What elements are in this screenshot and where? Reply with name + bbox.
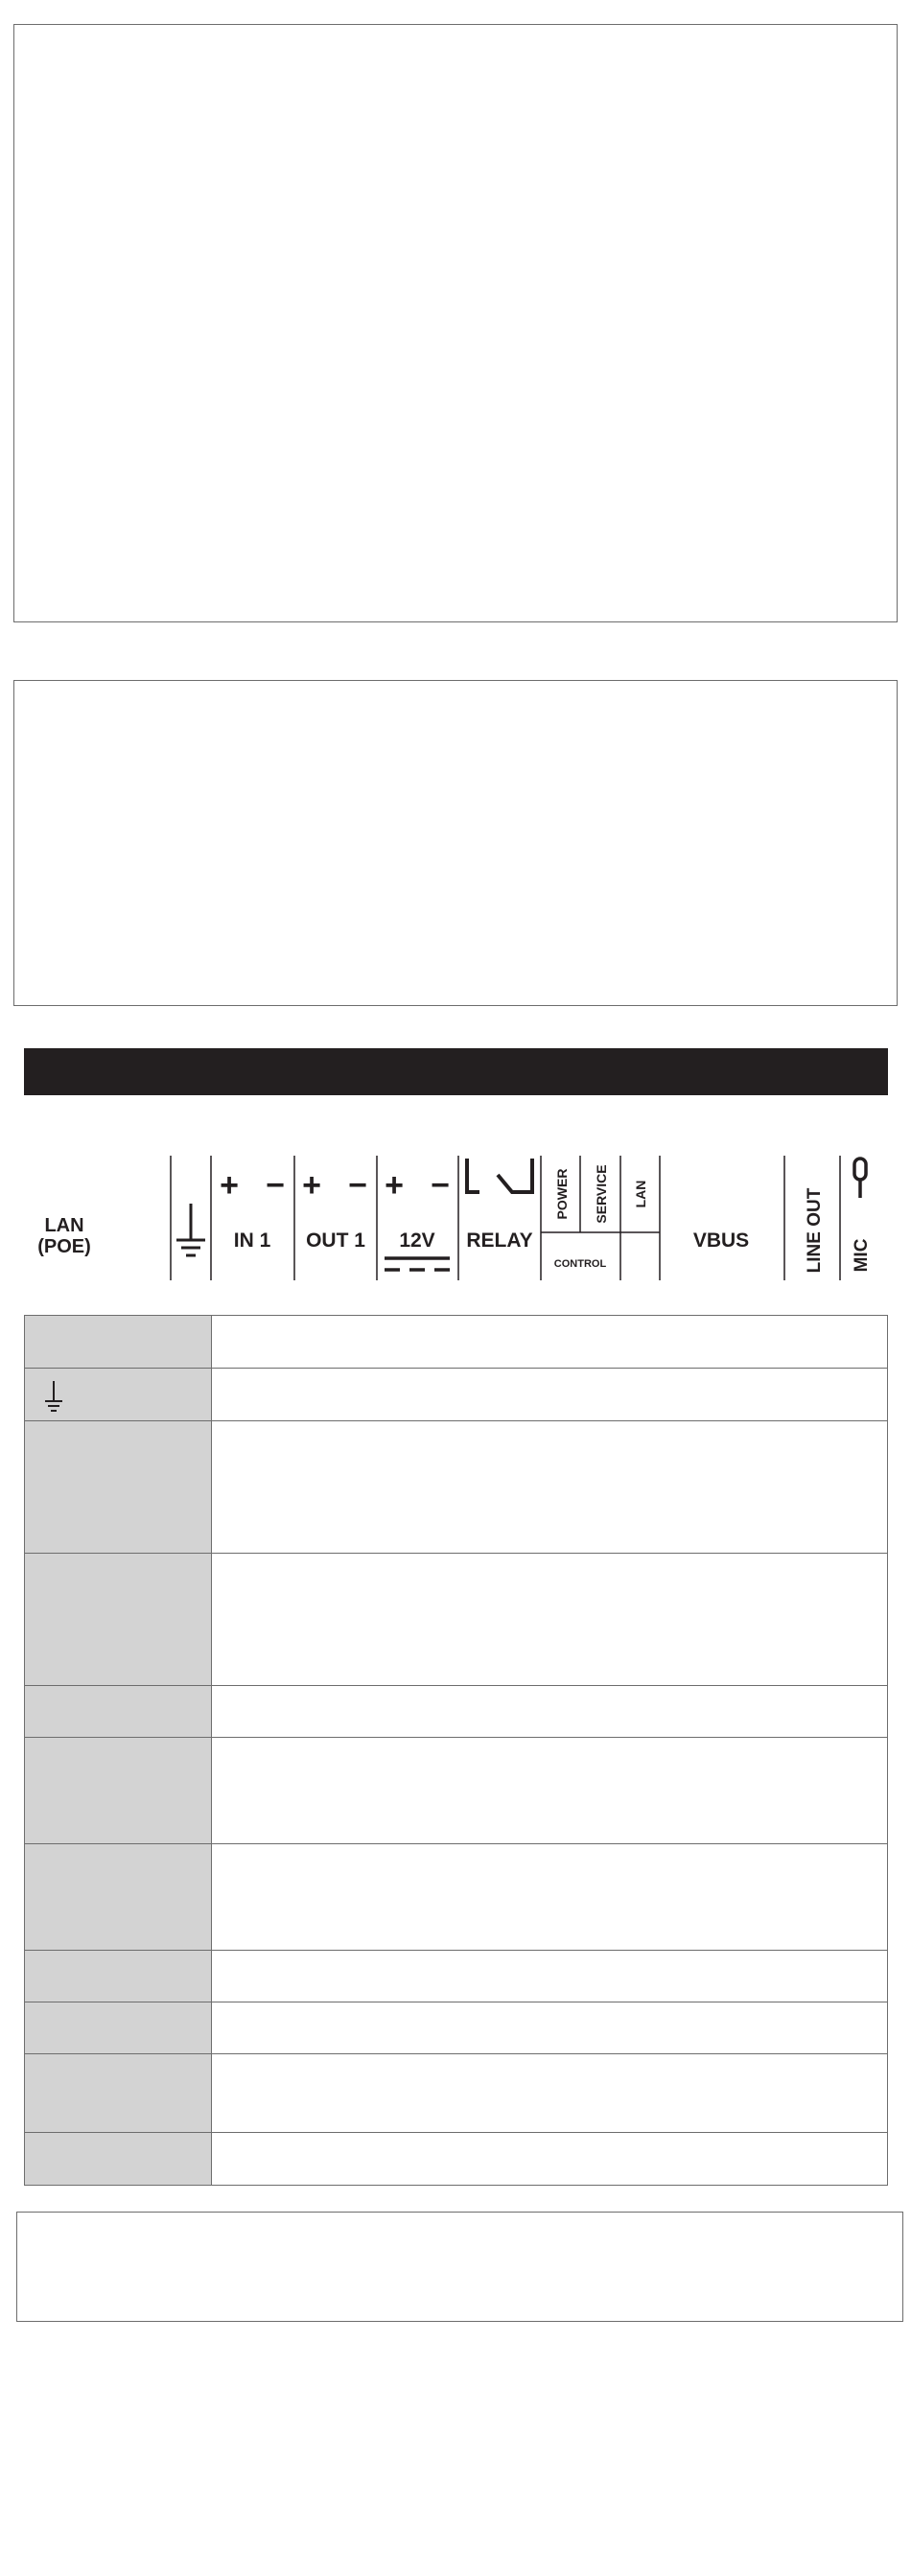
spec-table-body [25,1316,888,2186]
spec-key-cell [25,2054,212,2133]
in1-minus-sign: − [266,1167,285,1204]
in1-plus-sign: + [220,1167,239,1204]
blank-frame-top [13,24,898,622]
spec-key-cell [25,1951,212,2002]
section-header-bar [24,1048,888,1095]
spec-key-cell [25,1738,212,1844]
spec-row [25,2054,888,2133]
spec-row [25,1951,888,2002]
ground-symbol-icon [176,1204,205,1255]
mic-label: MIC [852,1238,872,1273]
spec-key-cell [25,1421,212,1554]
spec-key-cell [25,1554,212,1686]
connector-panel-svg [24,1156,888,1290]
ground-icon [25,1369,63,1420]
power-led-label: POWER [554,1168,570,1220]
connector-panel-diagram [24,1156,888,1290]
dc-symbol-icon [385,1258,450,1270]
control-label: CONTROL [553,1258,607,1270]
spec-value-cell [212,1686,888,1738]
v12-minus-sign: − [431,1167,450,1204]
line-out-label: LINE OUT [805,1187,825,1274]
spec-row [25,2133,888,2186]
spec-row [25,2002,888,2054]
spec-row [25,1844,888,1951]
spec-row [25,1369,888,1421]
spec-value-cell [212,1844,888,1951]
spec-value-cell [212,2133,888,2186]
spec-key-cell [25,1369,212,1421]
spec-value-cell [212,1554,888,1686]
spec-row [25,1738,888,1844]
spec-value-cell [212,1369,888,1421]
out1-minus-sign: − [348,1167,367,1204]
spec-value-cell [212,2054,888,2133]
spec-value-cell [212,1316,888,1369]
blank-frame-middle [13,680,898,1006]
spec-row [25,1686,888,1738]
relay-contact-icon [467,1159,532,1192]
spec-key-cell [25,2133,212,2186]
spec-key-cell [25,1844,212,1951]
spec-row [25,1554,888,1686]
in1-label: IN 1 [233,1229,271,1252]
lan-label: LAN [44,1215,84,1236]
v12-label: 12V [399,1229,435,1252]
spec-key-cell [25,1686,212,1738]
spec-value-cell [212,1421,888,1554]
out1-plus-sign: + [302,1167,321,1204]
spec-row [25,1316,888,1369]
blank-frame-bottom [16,2212,903,2322]
spec-key-cell [25,1316,212,1369]
spec-value-cell [212,2002,888,2054]
service-led-label: SERVICE [594,1164,609,1224]
relay-label: RELAY [466,1229,533,1252]
spec-value-cell [212,1951,888,2002]
connector-spec-table [24,1315,888,2186]
spec-key-cell [25,2002,212,2054]
out1-label: OUT 1 [306,1229,365,1252]
vbus-label: VBUS [692,1229,750,1252]
microphone-icon [854,1159,866,1198]
v12-plus-sign: + [385,1167,404,1204]
lan-led-label: LAN [633,1180,648,1208]
spec-row [25,1421,888,1554]
poe-label: (POE) [37,1236,91,1257]
spec-value-cell [212,1738,888,1844]
